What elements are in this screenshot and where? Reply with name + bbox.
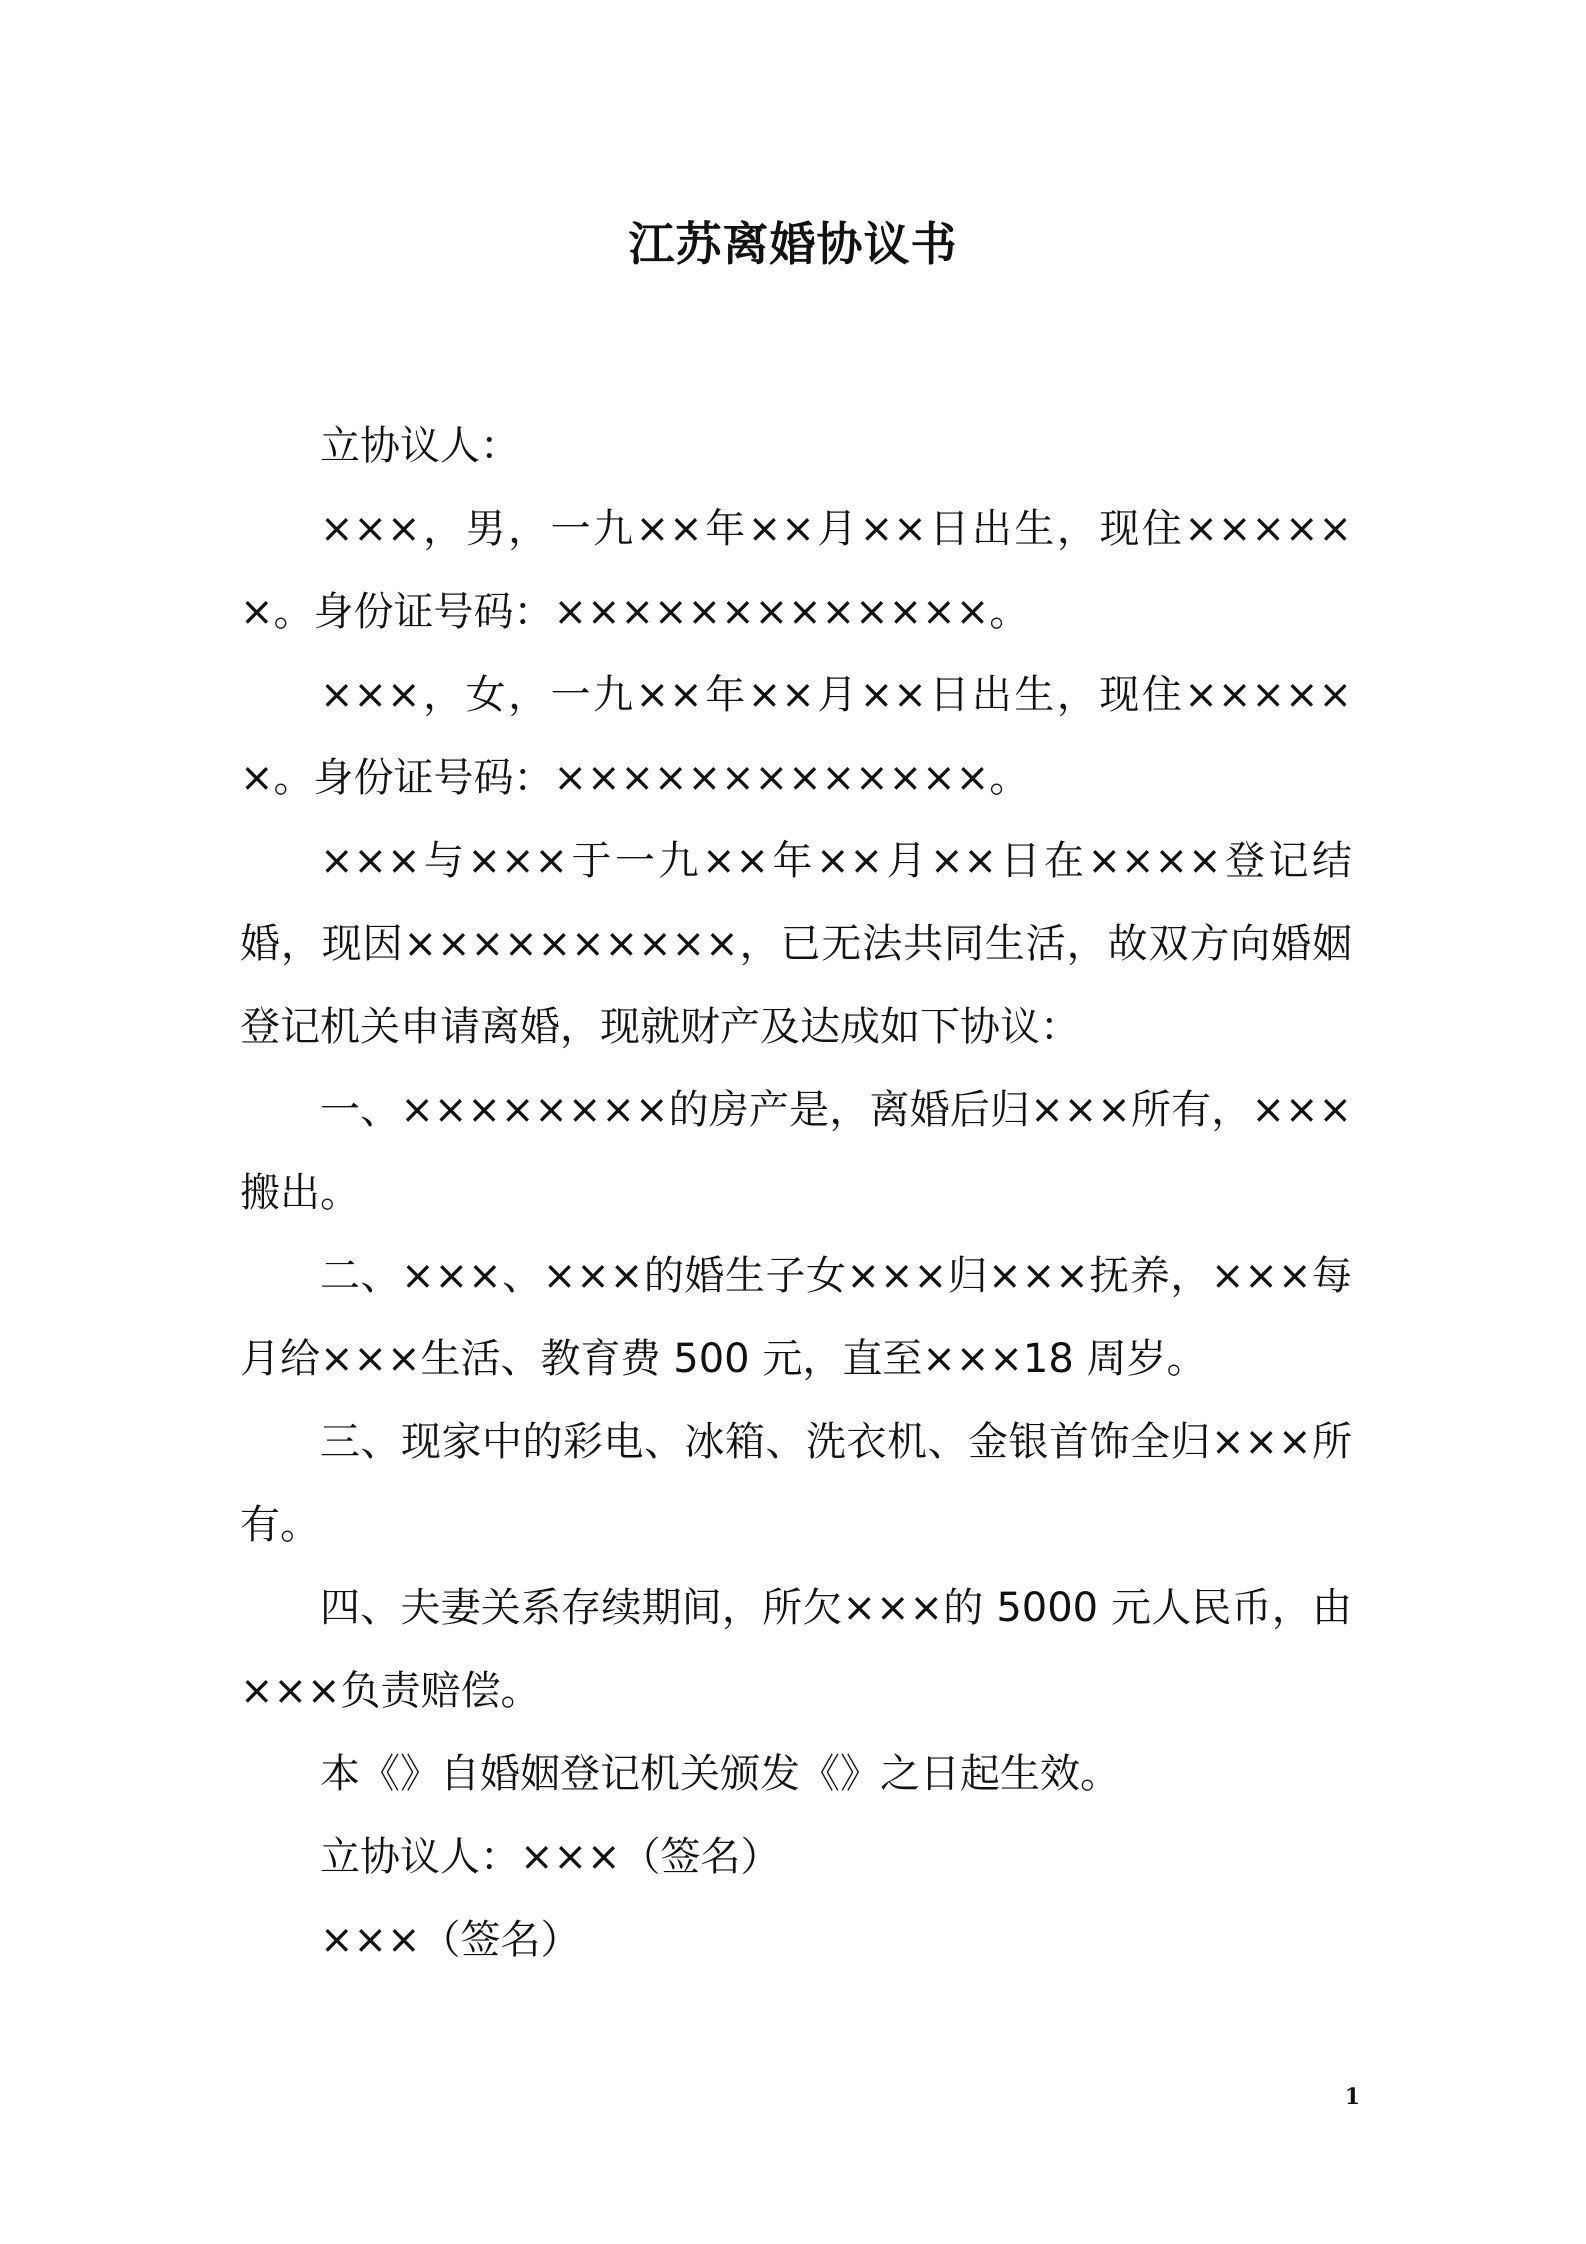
- clause-1-property: 一、××××××××的房产是，离婚后归×××所有，×××搬出。: [240, 1087, 1352, 1216]
- party-female-paragraph: ×××，女，一九××年××月××日出生，现住××××××。身份证号码：×××××××××××××。: [240, 672, 1352, 801]
- clause-4-debt: 四、夫妻关系存续期间，所欠×××的 5000 元人民币，由×××负责赔偿。: [240, 1585, 1352, 1714]
- page-number: 1: [1344, 2084, 1360, 2110]
- signature-line-2: ×××（签名）: [320, 1917, 581, 1963]
- document-body: [240, 405, 1352, 1982]
- document-title: 江苏离婚协议书: [628, 217, 958, 271]
- marriage-background-paragraph: ×××与×××于一九××年××月××日在××××登记结婚，现因××××××××××，已无法共同生活，故双方向婚姻登记机关申请离婚，现就财产及达成如下协议：: [240, 838, 1352, 1050]
- parties-heading: 立协议人：: [320, 423, 520, 469]
- clause-3-household-items: 三、现家中的彩电、冰箱、洗衣机、金银首饰全归×××所有。: [240, 1419, 1352, 1548]
- party-male-paragraph: ×××，男，一九××年××月××日出生，现住××××××。身份证号码：×××××××××××××。: [240, 506, 1352, 635]
- signature-line-1: 立协议人：×××（签名）: [320, 1834, 781, 1880]
- clause-2-child-custody: 二、×××、×××的婚生子女×××归×××抚养，×××每月给×××生活、教育费 500 元，直至×××18 周岁。: [240, 1253, 1352, 1382]
- effective-clause: 本《》自婚姻登记机关颁发《》之日起生效。: [320, 1751, 1120, 1797]
